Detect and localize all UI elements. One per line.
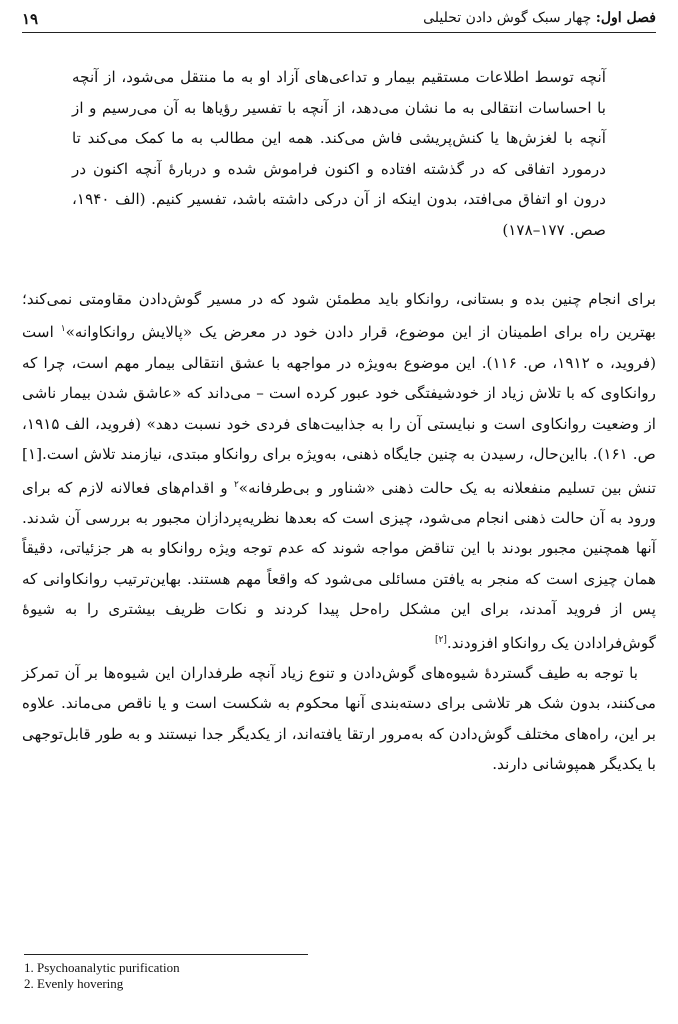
body-text (22, 284, 656, 780)
footnote-mark-2: ۲ (233, 479, 239, 490)
page-header (22, 8, 656, 33)
footnote-1: 1. Psychoanalytic purification (24, 960, 180, 975)
running-head (423, 10, 656, 26)
paragraph-2: با توجه به طیف گستردهٔ شیوه‌های گوش‌دادن و تنوع زیاد آنچه طرفداران این شیوه‌ها بر آن تمرکز می‌کنند، بدون شک هر تلاشی برای دسته‌بندی آنها محکوم به شکست است و یا ناقص می‌ماند. علاوه بر این، راه‌های مختلف گوش‌دادن که به‌مرور ارتقا یافته‌اند، از یکدیگر جدا نیستند و به طور قابل‌توجهی با یکدیگر همپوشانی دارند. (22, 664, 656, 774)
endnote-mark-2: [۲] (435, 634, 447, 645)
paragraph-1-part-a: برای انجام چنین بده و بستانی، روانکاو باید مطمئن شود که در مسیر گوش‌دادن مقاومتی نمی‌کند؛ بهترین راه برای اطمینان از این موضوع، قرار دادن خود در معرض یک «پالایش روانکاوانه» (22, 290, 656, 342)
footnote-2: 2. Evenly hovering (24, 976, 124, 991)
paragraph-1-part-b: است (فروید، ه ۱۹۱۲، ص. ۱۱۶). این موضوع به‌ویژه در مواجهه با عشق انتقالی بیمار مهم است، چرا که روانکاوی که با تلاش زیاد از خودشیفتگی خود عبور کرده است – می‌داند که «عاشق شدن بیمار ناشی از وضعیت روانکاوی است و نبایستی آن را به جذابیت‌های فردی خود نسبت دهد» (فروید، الف ۱۹۱۵، ص. ۱۶۱). بااین‌حال، رسیدن به چنین جایگاه ذهنی، به‌ویژه برای روانکاو مبتدی، نیازمند تلاش است.[۱] تنش بین تسلیم منفعلانه به یک حالت ذهنی «شناور و بی‌طرفانه» (22, 323, 657, 497)
paragraph-1 (22, 284, 656, 658)
footnote-divider (24, 954, 308, 955)
chapter-label: فصل اول: (595, 10, 656, 26)
footnotes (24, 960, 180, 992)
footnote-mark-1: ۱ (60, 324, 66, 335)
chapter-title: چهار سبک گوش دادن تحلیلی (423, 10, 596, 26)
paragraph-1-part-c: و اقدام‌های فعالانه لازم که برای ورود به آن حالت ذهنی انجام می‌شود، چیزی است که بعدها نظریه‌پردازان مجبور به بررسی آن شدند. آنها همچنین مجبور بودند با این تناقض مواجه شوند که عدم توجه ویژه روانکاو به هر جزئیاتی، دقیقاً همان چیزی است که منجر به یافتن مسائلی می‌شود که واقعاً مهم هستند. بهاین‌ترتیب روانکاوانی که پس از فروید آمدند، برای این مشکل راه‌حل پیدا کردند و نکات ظریف بیشتری را به شیوهٔ گوش‌فرادادن یک روانکاو افزودند. (22, 478, 656, 652)
block-quote: آنچه توسط اطلاعات مستقیم بیمار و تداعی‌های آزاد او به ما منتقل می‌شود، از آنچه با احساسات انتقالی به ما نشان می‌دهد، از آنچه با تفسیر رؤیاها به آن می‌رسیم و از آنچه با لغزش‌ها یا کنش‌پریشی فاش می‌کند. همه این مطالب به ما کمک می‌کند تا درمورد اتفاقی که در گذشته افتاده و اکنون فراموش شده و دربارهٔ آنچه اکنون در درون او اتفاق می‌افتد، بدون اینکه از آن درکی داشته باشد، تفسیر کنیم. (الف ۱۹۴۰، صص. ۱۷۷–۱۷۸) (72, 68, 606, 239)
page-number: ۱۹ (22, 10, 39, 28)
